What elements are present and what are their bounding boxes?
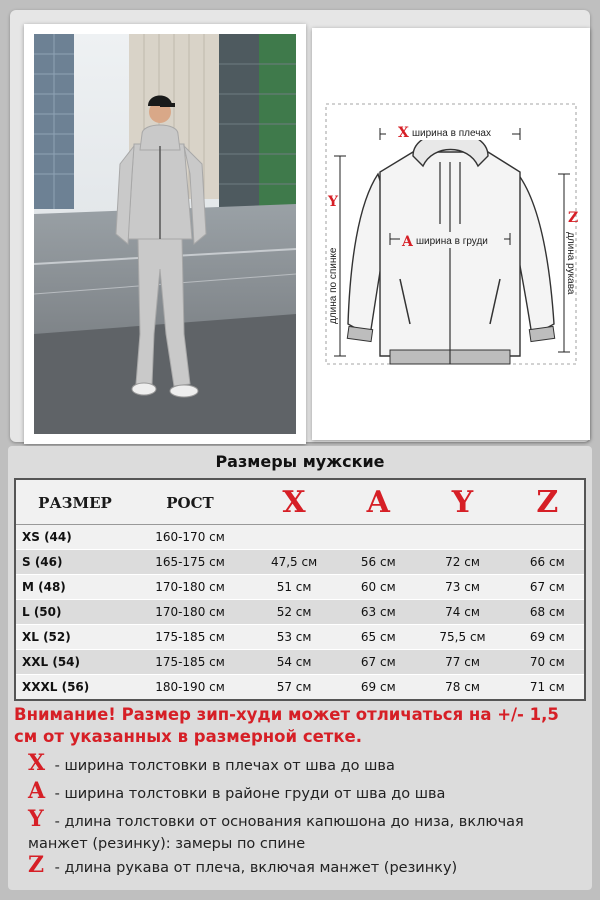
table-row (15, 675, 585, 701)
diagram-back-label: длина по спинке (328, 247, 339, 324)
cell-a: 56 см (342, 550, 414, 575)
cell-height: 175-185 см (134, 650, 246, 675)
cell-a: 69 см (342, 675, 414, 701)
product-photo (34, 34, 296, 434)
diagram-letter-z: Z (568, 210, 579, 226)
cell-size: XS (44) (15, 525, 134, 550)
legend-text: - ширина толстовки в районе груди от шва до шва (54, 786, 446, 802)
cell-z: 70 см (511, 650, 585, 675)
cell-z: 66 см (511, 550, 585, 575)
cell-z: 71 см (511, 675, 585, 701)
cell-a: 60 см (342, 575, 414, 600)
cell-size: XXXL (56) (15, 675, 134, 701)
product-photo-card (24, 24, 306, 444)
header-height: РОСТ (134, 479, 246, 525)
header-z: Z (511, 479, 585, 525)
cell-y: 72 см (414, 550, 510, 575)
cell-z (511, 525, 585, 550)
cell-x (246, 525, 342, 550)
size-table-header (15, 479, 585, 525)
cell-y: 78 см (414, 675, 510, 701)
header-y: Y (414, 479, 510, 525)
cell-y: 73 см (414, 575, 510, 600)
cell-size: XXL (54) (15, 650, 134, 675)
table-row (15, 575, 585, 600)
hoodie-measurement-diagram (318, 34, 584, 434)
cell-a: 65 см (342, 625, 414, 650)
cell-x: 47,5 см (246, 550, 342, 575)
cell-y: 74 см (414, 600, 510, 625)
cell-x: 54 см (246, 650, 342, 675)
legend-text: - ширина толстовки в плечах от шва до шва (54, 758, 395, 774)
cell-y: 75,5 см (414, 625, 510, 650)
cell-height: 170-180 см (134, 575, 246, 600)
cell-z: 68 см (511, 600, 585, 625)
table-row (15, 550, 585, 575)
cell-x: 51 см (246, 575, 342, 600)
cell-height: 175-185 см (134, 625, 246, 650)
cell-x: 53 см (246, 625, 342, 650)
diagram-letter-a: A (402, 234, 413, 250)
legend-letter: A (28, 778, 46, 804)
size-info-panel (8, 446, 592, 890)
table-row (15, 525, 585, 550)
cell-size: M (48) (15, 575, 134, 600)
cell-size: S (46) (15, 550, 134, 575)
size-table (14, 478, 586, 701)
cell-x: 57 см (246, 675, 342, 701)
cell-size: XL (52) (15, 625, 134, 650)
cell-a (342, 525, 414, 550)
diagram-sleeve-label: длина рукава (565, 232, 576, 295)
header-x: X (246, 479, 342, 525)
cell-size: L (50) (15, 600, 134, 625)
images-panel (10, 10, 590, 442)
table-row (15, 650, 585, 675)
size-warning: Внимание! Размер зип-худи может отличаться на +/- 1,5 см от указанных в размерной сетке. (14, 705, 559, 746)
legend-text: - длина толстовки от основания капюшона до низа, включая манжет (резинку): замеры по спине (28, 814, 524, 852)
cell-x: 52 см (246, 600, 342, 625)
legend-letter: Z (28, 852, 45, 878)
legend-letter: Y (28, 806, 44, 832)
cell-height: 160-170 см (134, 525, 246, 550)
cell-a: 63 см (342, 600, 414, 625)
size-table-title: Размеры мужские (215, 452, 385, 471)
diagram-shoulder-label: ширина в плечах (412, 128, 491, 139)
legend-item-y (28, 808, 568, 855)
cell-a: 67 см (342, 650, 414, 675)
diagram-letter-y: Y (328, 194, 338, 210)
measurement-diagram-card (312, 28, 590, 440)
cell-height: 165-175 см (134, 550, 246, 575)
legend-item-a (28, 780, 568, 805)
legend-item-x (28, 752, 568, 777)
header-size: РАЗМЕР (15, 479, 134, 525)
legend-letter: X (28, 750, 46, 776)
legend-text: - длина рукава от плеча, включая манжет (резинку) (54, 860, 458, 876)
diagram-letter-x: X (398, 125, 409, 141)
table-row (15, 600, 585, 625)
cell-height: 180-190 см (134, 675, 246, 701)
cell-y (414, 525, 510, 550)
cell-z: 69 см (511, 625, 585, 650)
cell-z: 67 см (511, 575, 585, 600)
diagram-chest-label: ширина в груди (416, 236, 488, 247)
cell-y: 77 см (414, 650, 510, 675)
header-a: A (342, 479, 414, 525)
legend-item-z (28, 854, 568, 879)
cell-height: 170-180 см (134, 600, 246, 625)
table-row (15, 625, 585, 650)
